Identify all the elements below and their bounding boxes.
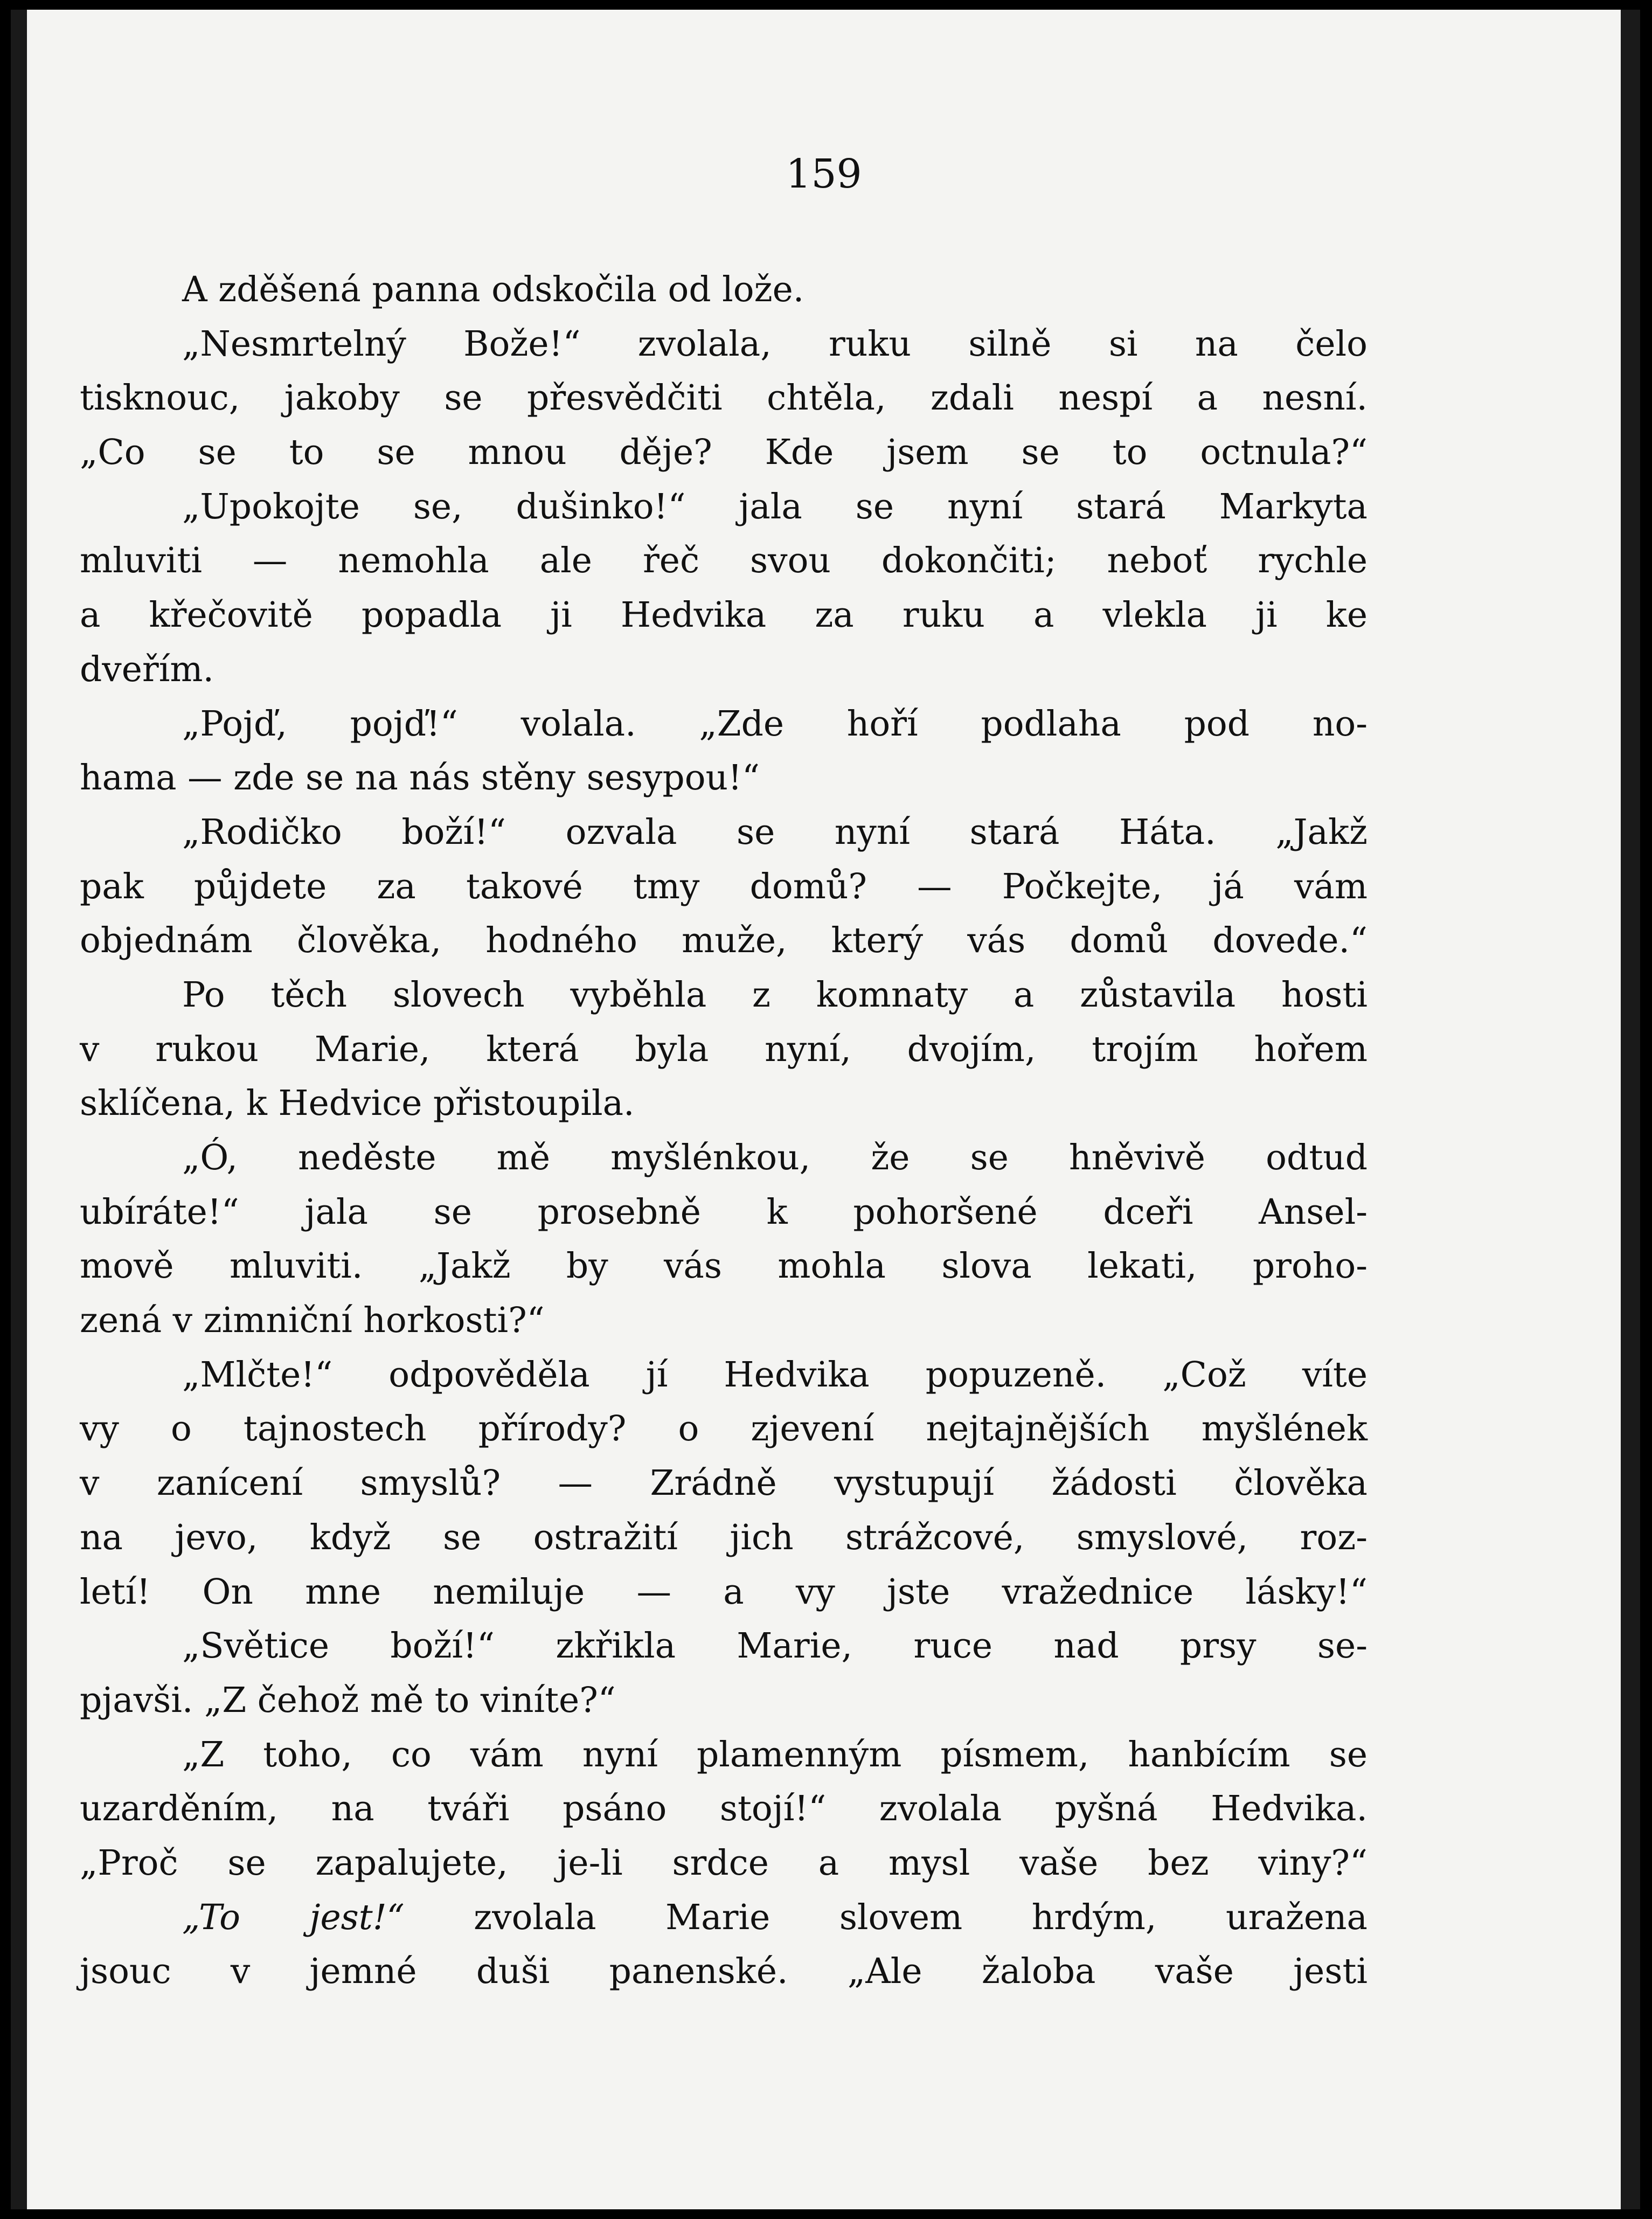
text-line: „Nesmrtelný Bože!“ zvolala, ruku silně si na čelo <box>182 323 1368 364</box>
text-line: vy o tajnostech přírody? o zjevení nejtajnějších myšlének <box>80 1409 1368 1450</box>
text-line: mluviti — nemohla ale řeč svou dokončiti; neboť rychle <box>80 540 1368 581</box>
text-line: „Mlčte!“ odpověděla jí Hedvika popuzeně. „Což víte <box>182 1354 1368 1395</box>
text-line: objednám člověka, hodného muže, který vás domů dovede.“ <box>80 920 1368 961</box>
page-number: 159 <box>786 151 862 197</box>
text-line: zená v zimniční horkosti?“ <box>80 1300 545 1341</box>
text-line: „Světice boží!“ zkřikla Marie, ruce nad prsy se- <box>182 1626 1368 1667</box>
text-line: Po těch slovech vyběhla z komnaty a zůstavila hosti <box>182 974 1368 1015</box>
text-line: uzarděním, na tváři psáno stojí!“ zvolala pyšná Hedvika. <box>80 1788 1368 1829</box>
text-line: sklíčena, k Hedvice přistoupila. <box>80 1083 635 1124</box>
text-line: „Z toho, co vám nyní plamenným písmem, hanbícím se <box>182 1734 1368 1775</box>
text-line: mově mluviti. „Jakž by vás mohla slova lekati, proho- <box>80 1246 1368 1287</box>
book-page <box>11 10 1640 2209</box>
text-line: „Co se to se mnou děje? Kde jsem se to octnula?“ <box>80 432 1368 473</box>
text-line: „Upokojte se, dušinko!“ jala se nyní stará Markyta <box>182 486 1368 527</box>
text-line: „Rodičko boží!“ ozvala se nyní stará Háta. „Jakž <box>182 812 1368 852</box>
text-line: „Pojď, pojď!“ volala. „Zde hoří podlaha pod no- <box>182 703 1368 744</box>
text-line: pjavši. „Z čehož mě to viníte?“ <box>80 1680 616 1721</box>
text-line: „Ó, neděste mě myšlénkou, že se hněvivě odtud <box>182 1138 1368 1178</box>
text-line: jsouc v jemné duši panenské. „Ale žaloba vaše jesti <box>80 1951 1368 1992</box>
text-line: ubíráte!“ jala se prosebně k pohoršené dceři Ansel- <box>80 1191 1368 1232</box>
text-line-rest: zvolala Marie slovem hrdým, uražena <box>404 1897 1368 1938</box>
body-text <box>80 263 1368 1999</box>
text-line: dveřím. <box>80 649 214 690</box>
text-line: a křečovitě popadla ji Hedvika za ruku a vlekla ji ke <box>80 595 1368 636</box>
italic-phrase: „To jest!“ <box>182 1897 405 1938</box>
text-line: letí! On mne nemiluje — a vy jste vražednice lásky!“ <box>80 1571 1368 1612</box>
text-line: hama — zde se na nás stěny sesypou!“ <box>80 758 760 799</box>
text-line: v rukou Marie, která byla nyní, dvojím, trojím hořem <box>80 1029 1368 1070</box>
text-line: na jevo, když se ostražití jich strážcové, smyslové, roz- <box>80 1517 1368 1558</box>
text-line: pak půjdete za takové tmy domů? — Počkejte, já vám <box>80 866 1368 907</box>
text-line: v zanícení smyslů? — Zrádně vystupují žádosti člověka <box>80 1463 1368 1504</box>
text-line: A zděšená panna odskočila od lože. <box>182 269 804 310</box>
text-line-with-italic <box>80 1891 1368 1945</box>
text-line: tisknouc, jakoby se přesvědčiti chtěla, zdali nespí a nesní. <box>80 378 1368 419</box>
text-line: „Proč se zapalujete, je-li srdce a mysl vaše bez viny?“ <box>80 1842 1368 1883</box>
